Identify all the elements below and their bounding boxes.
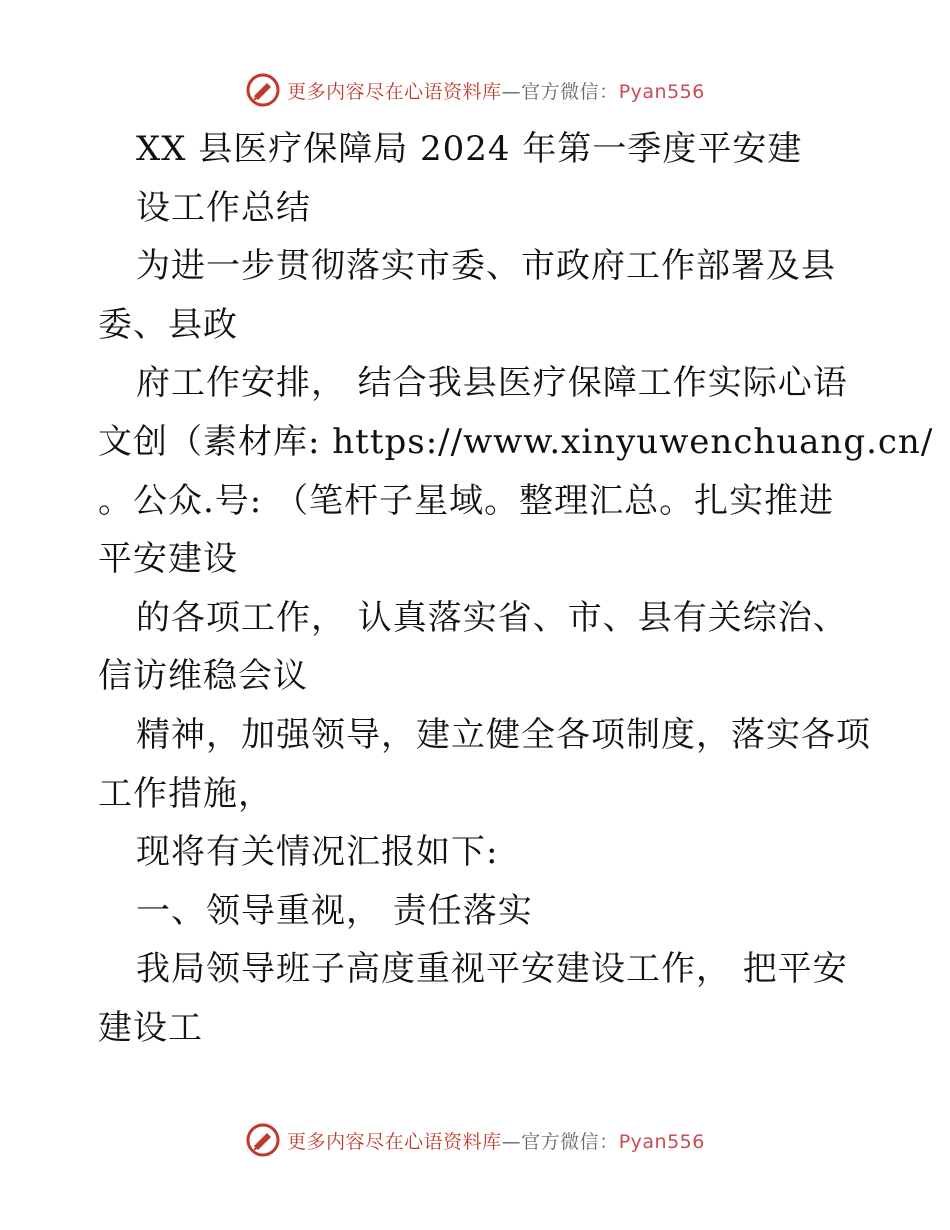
document-line: 府工作安排， 结合我县医疗保障工作实际心语 bbox=[136, 363, 848, 404]
document-line: 的各项工作， 认真落实省、市、县有关综治、 bbox=[136, 597, 848, 638]
document-line: 信访维稳会议 bbox=[98, 656, 308, 697]
document-line: 为进一步贯彻落实市委、市政府工作部署及县 bbox=[136, 246, 836, 287]
document-line: 文创（素材库: https://www.xinyuwenchuang.cn/ bbox=[98, 421, 934, 462]
watermark-account: Pyan556 bbox=[618, 1130, 705, 1153]
document-line: XX 县医疗保障局 2024 年第一季度平安建 bbox=[136, 129, 803, 169]
document-line: 设工作总结 bbox=[136, 187, 311, 228]
watermark-official: 官方微信： bbox=[521, 80, 619, 103]
document-line: 委、县政 bbox=[98, 304, 238, 345]
watermark-account: Pyan556 bbox=[618, 80, 705, 103]
document-line: 建设工 bbox=[98, 1007, 203, 1048]
document-line: 我局领导班子高度重视平安建设工作， 把平安 bbox=[136, 949, 848, 990]
watermark-dash: — bbox=[501, 80, 522, 103]
watermark-prefix: 更多内容尽在心语资料库 bbox=[287, 1130, 502, 1153]
watermark-dash: — bbox=[501, 1130, 522, 1153]
document-line: 平安建设 bbox=[98, 539, 238, 580]
document-line: 现将有关情况汇报如下: bbox=[136, 832, 499, 873]
document-line: 。公众.号: （笔杆子星域。整理汇总。扎实推进 bbox=[98, 480, 835, 521]
header-watermark bbox=[0, 70, 950, 110]
watermark-official: 官方微信： bbox=[521, 1130, 619, 1153]
document-body bbox=[98, 120, 934, 1058]
book-pen-logo-icon bbox=[245, 1122, 281, 1158]
footer-watermark bbox=[0, 1120, 950, 1160]
book-pen-logo-icon bbox=[245, 72, 281, 108]
document-line: 一、领导重视， 责任落实 bbox=[136, 890, 533, 931]
watermark-prefix: 更多内容尽在心语资料库 bbox=[287, 80, 502, 103]
document-line: 工作措施， bbox=[98, 773, 273, 814]
document-line: 精神，加强领导，建立健全各项制度，落实各项 bbox=[136, 714, 871, 755]
